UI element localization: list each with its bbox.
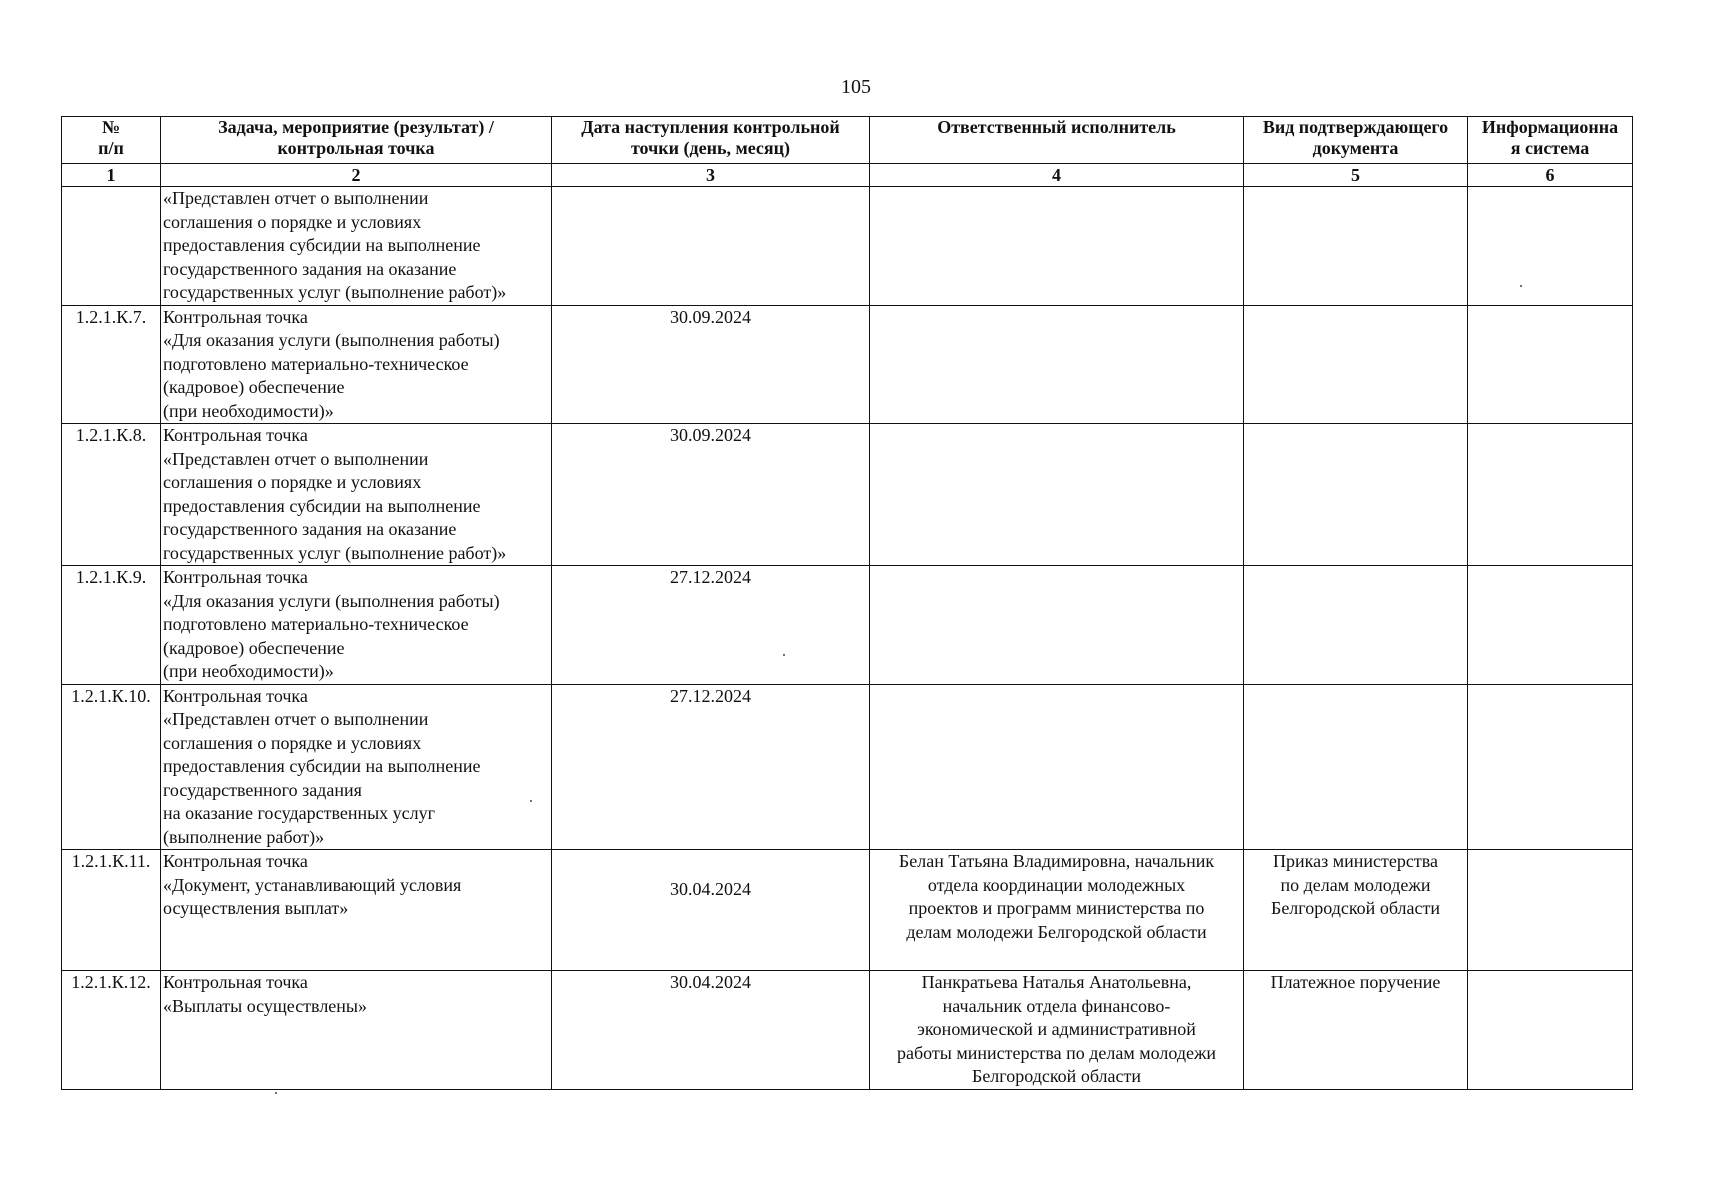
- header-num: № п/п: [62, 117, 161, 164]
- document-cell: Платежное поручение: [1244, 971, 1468, 1090]
- system-cell: [1468, 971, 1633, 1090]
- table-row: [62, 424, 1633, 566]
- header-task: Задача, мероприятие (результат) / контрольная точка: [161, 117, 552, 164]
- responsible-cell: [870, 684, 1244, 850]
- task-cell: Контрольная точка «Выплаты осуществлены»: [161, 971, 552, 1090]
- column-number: 1: [62, 164, 161, 187]
- date-cell: 30.04.2024: [552, 850, 870, 971]
- row-number: [62, 187, 161, 306]
- system-cell: [1468, 424, 1633, 566]
- header-date: Дата наступления контрольной точки (день, месяц): [552, 117, 870, 164]
- column-number: 4: [870, 164, 1244, 187]
- column-number: 2: [161, 164, 552, 187]
- column-number: 6: [1468, 164, 1633, 187]
- date-cell: 30.04.2024: [552, 971, 870, 1090]
- document-cell: Приказ министерства по делам молодежи Белгородской области: [1244, 850, 1468, 971]
- system-cell: [1468, 566, 1633, 685]
- column-number: 3: [552, 164, 870, 187]
- table-row: [62, 684, 1633, 850]
- date-cell: 27.12.2024: [552, 566, 870, 685]
- scan-speck: [1520, 285, 1522, 287]
- header-responsible: Ответственный исполнитель: [870, 117, 1244, 164]
- task-cell: Контрольная точка «Для оказания услуги (выполнения работы) подготовлено материально-техническое (кадровое) обеспечение (при необходимости)»: [161, 305, 552, 424]
- row-number: 1.2.1.К.11.: [62, 850, 161, 971]
- table-header-row: [62, 117, 1633, 164]
- task-cell: Контрольная точка «Документ, устанавливающий условия осуществления выплат»: [161, 850, 552, 971]
- date-cell: 30.09.2024: [552, 424, 870, 566]
- row-number: 1.2.1.К.7.: [62, 305, 161, 424]
- table-row: [62, 305, 1633, 424]
- system-cell: [1468, 187, 1633, 306]
- task-cell: Контрольная точка «Представлен отчет о выполнении соглашения о порядке и условиях предоставления субсидии на выполнение государственного задания на оказание государственных услуг (выполнение работ)»: [161, 684, 552, 850]
- document-cell: [1244, 684, 1468, 850]
- page-number: 105: [841, 76, 871, 98]
- system-cell: [1468, 850, 1633, 971]
- date-cell: 30.09.2024: [552, 305, 870, 424]
- scan-speck: [275, 1092, 277, 1094]
- document-cell: [1244, 566, 1468, 685]
- table-row: [62, 850, 1633, 971]
- date-cell: [552, 187, 870, 306]
- header-system: Информационна я система: [1468, 117, 1633, 164]
- responsible-cell: [870, 187, 1244, 306]
- responsible-cell: [870, 566, 1244, 685]
- document-cell: [1244, 424, 1468, 566]
- document-cell: [1244, 187, 1468, 306]
- row-number: 1.2.1.К.12.: [62, 971, 161, 1090]
- system-cell: [1468, 684, 1633, 850]
- column-number: 5: [1244, 164, 1468, 187]
- scan-speck: [530, 800, 532, 802]
- responsible-cell: [870, 424, 1244, 566]
- task-cell: Контрольная точка «Для оказания услуги (выполнения работы) подготовлено материально-техническое (кадровое) обеспечение (при необходимости)»: [161, 566, 552, 685]
- control-points-table: [61, 116, 1633, 1090]
- date-cell: 27.12.2024: [552, 684, 870, 850]
- responsible-cell: Белан Татьяна Владимировна, начальник отдела координации молодежных проектов и программ министерства по делам молодежи Белгородской области: [870, 850, 1244, 971]
- task-cell: Контрольная точка «Представлен отчет о выполнении соглашения о порядке и условиях предоставления субсидии на выполнение государственного задания на оказание государственных услуг (выполнение работ)»: [161, 424, 552, 566]
- system-cell: [1468, 305, 1633, 424]
- row-number: 1.2.1.К.10.: [62, 684, 161, 850]
- scan-speck: [783, 654, 785, 656]
- table-body: [62, 187, 1633, 1090]
- header-document: Вид подтверждающего документа: [1244, 117, 1468, 164]
- row-number: 1.2.1.К.9.: [62, 566, 161, 685]
- task-cell: «Представлен отчет о выполнении соглашения о порядке и условиях предоставления субсидии на выполнение государственного задания на оказание государственных услуг (выполнение работ)»: [161, 187, 552, 306]
- document-cell: [1244, 305, 1468, 424]
- table-row: [62, 566, 1633, 685]
- responsible-cell: [870, 305, 1244, 424]
- row-number: 1.2.1.К.8.: [62, 424, 161, 566]
- table-row: [62, 187, 1633, 306]
- column-number-row: [62, 164, 1633, 187]
- responsible-cell: Панкратьева Наталья Анатольевна, начальник отдела финансово- экономической и административной работы министерства по делам молодежи Белгородской области: [870, 971, 1244, 1090]
- table-row: [62, 971, 1633, 1090]
